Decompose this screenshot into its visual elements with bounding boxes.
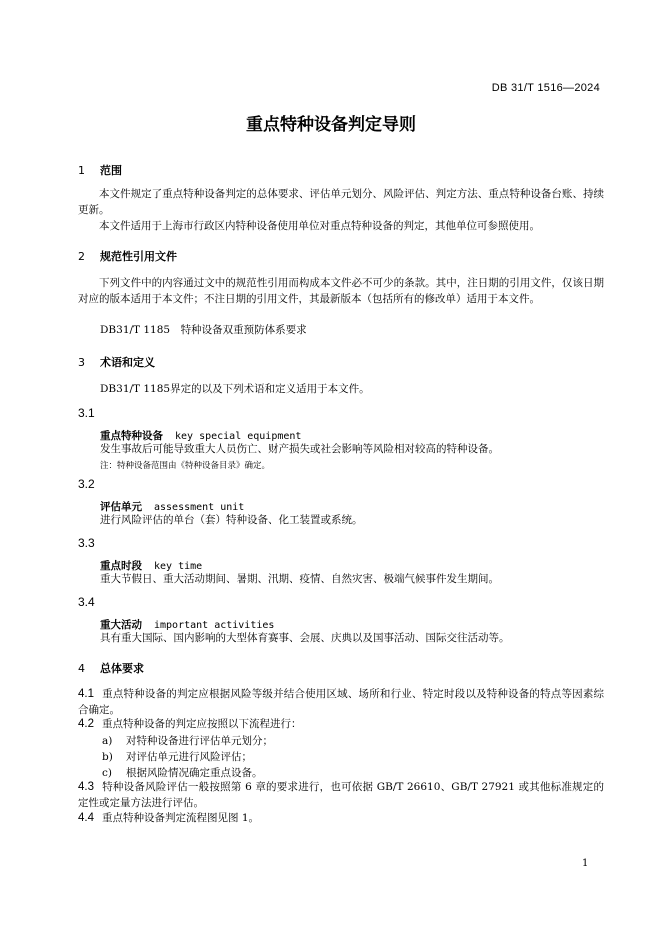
- list-marker: a): [102, 735, 113, 747]
- term-definition: 发生事故后可能导致重大人员伤亡、财产损失或社会影响等风险相对较高的特种设备。: [100, 443, 499, 455]
- list-text: 根据风险情况确定重点设备。: [126, 767, 263, 779]
- term-en: key special equipment: [175, 431, 302, 442]
- clause-text: 重点特种设备的判定应按照以下流程进行：: [102, 718, 302, 730]
- term-zh: 评估单元: [100, 501, 142, 513]
- term-en: important activities: [154, 620, 275, 631]
- clause-4-4: [78, 810, 259, 826]
- list-item: [102, 765, 263, 780]
- section-title: 范围: [100, 164, 122, 177]
- clause-number: 4.3: [78, 781, 94, 793]
- term-zh: 重点特种设备: [100, 430, 163, 442]
- term-number: 3.2: [78, 477, 95, 491]
- clause-text: 重点特种设备的判定应根据风险等级并结合使用区域、场所和行业、特定时段以及特种设备的特点等因素综合确定。: [78, 688, 604, 716]
- clause-text: 重点特种设备判定流程图见图 1。: [102, 812, 260, 824]
- scope-paragraph-1: 本文件规定了重点特种设备判定的总体要求、评估单元划分、风险评估、判定方法、重点特种设备台账、持续更新。: [78, 188, 604, 216]
- term-en: key time: [154, 561, 203, 572]
- section-number: 2: [78, 250, 85, 263]
- clause-number: 4.2: [78, 718, 94, 730]
- list-text: 对评估单元进行风险评估；: [126, 751, 252, 763]
- clause-4-3: [78, 779, 604, 811]
- term-definition: 进行风险评估的单台（套）特种设备、化工装置或系统。: [100, 514, 363, 526]
- reference-entry: DB31/T 1185 特种设备双重预防体系要求: [100, 324, 307, 336]
- section-title: 规范性引用文件: [100, 250, 177, 263]
- page-number: 1: [582, 858, 589, 869]
- list-text: 对特种设备进行评估单元划分；: [126, 735, 273, 747]
- term-zh: 重点时段: [100, 560, 142, 572]
- clause-4-2: [78, 716, 302, 732]
- clause-number: 4.4: [78, 812, 94, 824]
- clause-number: 4.1: [78, 688, 94, 700]
- term-definition: 重大节假日、重大活动期间、暑期、汛期、疫情、自然灾害、极端气候事件发生期间。: [100, 573, 499, 585]
- list-marker: b): [102, 751, 113, 763]
- term-en: assessment unit: [154, 502, 245, 513]
- term-number: 3.4: [78, 595, 95, 609]
- standard-code: DB 31/T 1516—2024: [491, 82, 600, 94]
- section-3-heading: [78, 354, 155, 370]
- section-title: 术语和定义: [100, 356, 155, 369]
- section-number: 1: [78, 164, 85, 177]
- section-1-heading: [78, 162, 122, 178]
- section-number: 3: [78, 356, 85, 369]
- list-marker: c): [102, 767, 112, 779]
- document-title: 重点特种设备判定导则: [246, 115, 416, 135]
- clause-text: 特种设备风险评估一般按照第 6 章的要求进行，也可依据 GB/T 26610、GB/T 27921 或其他标准规定的定性或定量方法进行评估。: [78, 781, 604, 809]
- term-number: 3.1: [78, 406, 95, 420]
- terms-intro: DB31/T 1185界定的以及下列术语和定义适用于本文件。: [100, 383, 370, 395]
- list-item: [102, 733, 273, 748]
- section-4-heading: [78, 660, 144, 676]
- section-2-heading: [78, 248, 177, 264]
- term-number: 3.3: [78, 536, 95, 550]
- term-note: 注：特种设备范围由《特种设备目录》确定。: [100, 461, 271, 471]
- term-zh: 重大活动: [100, 619, 142, 631]
- section-number: 4: [78, 662, 85, 675]
- section-title: 总体要求: [100, 662, 144, 675]
- clause-4-1: [78, 686, 604, 718]
- list-item: [102, 749, 252, 764]
- term-definition: 具有重大国际、国内影响的大型体育赛事、会展、庆典以及国事活动、国际交往活动等。: [100, 632, 510, 644]
- references-paragraph: 下列文件中的内容通过文中的规范性引用而构成本文件必不可少的条款。其中，注日期的引用文件，仅该日期对应的版本适用于本文件；不注日期的引用文件，其最新版本（包括所有的修改单）适用于本文件。: [78, 277, 604, 305]
- scope-paragraph-2: 本文件适用于上海市行政区内特种设备使用单位对重点特种设备的判定，其他单位可参照使用。: [99, 220, 540, 232]
